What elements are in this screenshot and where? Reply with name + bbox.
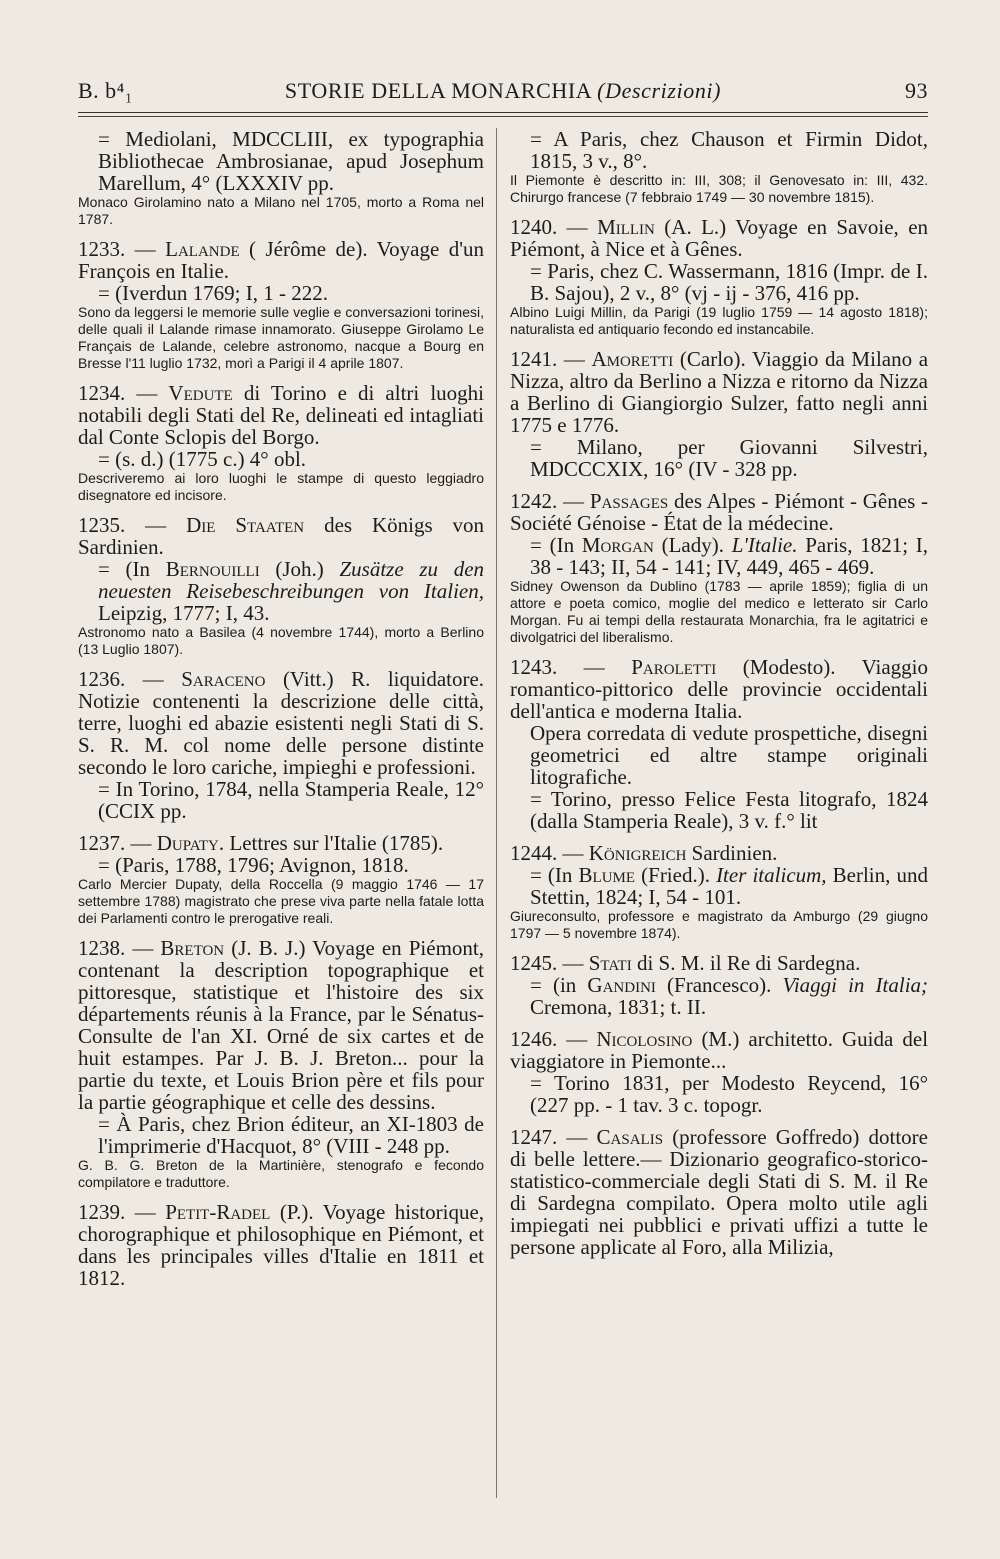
entry-title: (Carlo). Viaggio da Milano a Nizza, altro da Berlino a Nizza e ritorno da Nizza a Berlino di Giangiorgio Sulzer, fatto negli anni 1775 e 1776. [510, 347, 929, 437]
biographical-note: Carlo Mercier Dupaty, della Roccella (9 maggio 1746 — 17 settembre 1788) magistrato che prese viva parte nella fatale lotta dei Parlamenti contro le prerogative reali. [78, 876, 484, 926]
signature-mark: B. b⁴₁ [78, 78, 134, 103]
biographical-note: Monaco Girolamino nato a Milano nel 1705, morto a Roma nel 1787. [78, 194, 484, 227]
entry-title: (M.) architetto. Guida del viaggiatore in Piemonte... [510, 1027, 929, 1073]
imprint: = Torino 1831, per Modesto Reycend, 16° (227 pp. - 1 tav. 3 c. topogr. [530, 1071, 928, 1117]
entry-title: ( Jérôme de). Voyage d'un François en Italie. [78, 237, 484, 283]
biographical-note: Il Piemonte è descritto in: III, 308; il Genovesato in: III, 432. Chirurgo francese (7 febbraio 1749 — 30 novembre 1815). [510, 172, 928, 205]
biographical-note: Sidney Owenson da Dublino (1783 — aprile 1859); figlia di un attore e poeta comico, moglie del medico e letterato sir Carlo Morgan. Fu ai tempi della restaurata Monarchia, fra le agitatrici e divolgatrici del liberalismo. [510, 578, 928, 645]
entry-1232-cont [78, 128, 484, 228]
biographical-note: Sono da leggersi le memorie sulle veglie e conversazioni torinesi, delle quali il Lalande rimase innamorato. Giuseppe Girolamo Le Français de Lalande, celebre astronomo, nacque a Bourg en Bresse l'11 luglio 1732, morì a Parigi il 4 aprile 1807. [78, 304, 484, 371]
entry-1236 [78, 668, 484, 822]
entry-author: Casalis [596, 1125, 664, 1149]
imprint-prefix: = (In [530, 533, 575, 557]
entry-1243 [510, 656, 928, 832]
imprint [510, 974, 928, 1018]
entry-1238 [78, 937, 484, 1191]
entry-1242 [510, 490, 928, 646]
entry-author: Breton [160, 936, 225, 960]
entry-number: 1240. — [510, 215, 588, 239]
entry-1233 [78, 238, 484, 372]
entry-description: Opera corredata di vedute prospettiche, disegni geometrici ed altre stampe originali litografiche. [530, 721, 928, 789]
imprint: = (s. d.) (1775 c.) 4° obl. [98, 447, 307, 471]
entry-number: 1239. — [78, 1200, 156, 1224]
header-rule [78, 112, 928, 113]
entry-title: Sardinien. [691, 841, 778, 865]
left-column [78, 128, 484, 1299]
entry-number: 1238. — [78, 936, 154, 960]
imprint: = (Iverdun 1769; I, 1 - 222. [98, 281, 328, 305]
imprint [510, 864, 928, 908]
entry-author: Saraceno [181, 667, 266, 691]
entry-1247 [510, 1126, 928, 1258]
imprint: = Milano, per Giovanni Silvestri, MDCCCXIX, 16° (IV - 328 pp. [530, 435, 928, 481]
entry-number: 1247. — [510, 1125, 588, 1149]
imprint: = À Paris, chez Brion éditeur, an XI-1803 de l'imprimerie d'Hacquot, 8° (VIII - 248 pp. [98, 1112, 484, 1158]
entry-number: 1237. — [78, 831, 152, 855]
imprint [78, 558, 484, 624]
entry-1239-cont [510, 128, 928, 206]
entry-1237 [78, 832, 484, 927]
imprint: = Torino, presso Felice Festa litografo, 1824 (dalla Stamperia Reale), 3 v. f.° lit [530, 787, 928, 833]
imprint-work: Viaggi in Italia; [782, 973, 929, 997]
imprint-author: Morgan [581, 533, 654, 557]
entry-number: 1243. — [510, 655, 605, 679]
entry-title: di S. M. il Re di Sardegna. [636, 951, 861, 975]
imprint-author-initials: (Lady). [661, 533, 724, 557]
imprint-work: Iter italicum, [716, 863, 827, 887]
biographical-note: Albino Luigi Millin, da Parigi (19 luglio 1759 — 14 agosto 1818); naturalista ed antiquario fecondo ed instancabile. [510, 304, 928, 337]
entry-number: 1234. — [78, 381, 158, 405]
imprint: = In Torino, 1784, nella Stamperia Reale, 12° (CCIX pp. [98, 777, 484, 823]
header-rule-thin [78, 116, 928, 117]
entry-title: . Lettres sur l'Italie (1785). [218, 831, 444, 855]
entry-number: 1236. — [78, 667, 164, 691]
imprint-prefix: = (In [98, 557, 151, 581]
entry-title: (A. L.) Voyage en Savoie, en Piémont, à Nice et à Gênes. [510, 215, 929, 261]
entry-1239 [78, 1201, 484, 1289]
entry-author: Amoretti [591, 347, 674, 371]
entry-1245 [510, 952, 928, 1018]
biographical-note: G. B. G. Breton de la Martinière, stenografo e fecondo compilatore e traduttore. [78, 1157, 484, 1190]
entry-author: Paroletti [631, 655, 717, 679]
entry-1235 [78, 514, 484, 658]
entry-1246 [510, 1028, 928, 1116]
title-sub: (Descrizioni) [597, 78, 722, 103]
entry-author: Passages [589, 489, 669, 513]
entry-author: Königreich [588, 841, 687, 865]
right-column [510, 128, 928, 1268]
title-main: STORIE DELLA MONARCHIA [284, 78, 592, 103]
entry-1241 [510, 348, 928, 480]
imprint-details: Cremona, 1831; t. II. [530, 995, 707, 1019]
entry-author: Petit-Radel [165, 1200, 271, 1224]
imprint-author-initials: (Francesco). [667, 973, 772, 997]
entry-number: 1242. — [510, 489, 585, 513]
entry-number: 1241. — [510, 347, 585, 371]
entry-number: 1235. — [78, 513, 167, 537]
entry-title: des Königs von Sardinien. [78, 513, 485, 559]
entry-1240 [510, 216, 928, 338]
imprint-details: Paris, 1821; I, 38 - 143; II, 54 - 141; IV, 449, 465 - 469. [530, 533, 929, 579]
imprint: = Mediolani, MDCCLIII, ex typographia Bibliothecae Ambrosianae, apud Josephum Marellum, 4° (LXXXIV pp. [98, 127, 484, 195]
imprint-author: Bernouilli [165, 557, 260, 581]
entry-title: (J. B. J.) Voyage en Piémont, contenant la description topographique et pittoresque, statistique et l'histoire des six départements réunis à la France, par le Sénatus-Consulte de l'an XI. Orné de six cartes et de huit estampes. Par J. B. J. Breton... pour la partie du texte, et Louis Brion père et fils pour la partie géographique et celle des dessins. [78, 936, 484, 1114]
biographical-note: Descriveremo ai loro luoghi le stampe di questo leggiadro disegnatore ed incisore. [78, 470, 484, 503]
entry-1234 [78, 382, 484, 504]
entry-author: Nicolosino [596, 1027, 693, 1051]
column-divider [496, 128, 497, 1498]
imprint: = A Paris, chez Chauson et Firmin Didot, 1815, 3 v., 8°. [530, 127, 928, 173]
entry-author: Dupaty [156, 831, 219, 855]
entry-number: 1245. — [510, 951, 584, 975]
entry-author: Vedute [168, 381, 233, 405]
imprint-author-initials: (Fried.). [641, 863, 710, 887]
entry-author: Die Staaten [186, 513, 305, 537]
page-number: 93 [905, 78, 928, 103]
page-title [78, 78, 928, 104]
entry-1244 [510, 842, 928, 942]
entry-title: des Alpes - Piémont - Gênes - Société Génoise - État de la médecine. [510, 489, 929, 535]
entry-number: 1244. — [510, 841, 584, 865]
imprint-prefix: = (in [530, 973, 577, 997]
imprint-details: Berlin, und Stettin, 1824; I, 54 - 101. [530, 863, 928, 909]
biographical-note: Giureconsulto, professore e magistrato da Amburgo (29 giugno 1797 — 5 novembre 1874). [510, 908, 928, 941]
running-header [78, 72, 928, 108]
imprint-author: Blume [578, 863, 636, 887]
biographical-note: Astronomo nato a Basilea (4 novembre 1744), morto a Berlino (13 Luglio 1807). [78, 624, 484, 657]
imprint-details: Leipzig, 1777; I, 43. [98, 601, 270, 625]
entry-title: (P.). Voyage historique, chorographique et philosophique en Piémont, et dans les principales villes d'Italie en 1811 et 1812. [78, 1200, 485, 1290]
imprint-prefix: = (In [530, 863, 573, 887]
imprint: = Paris, chez C. Wassermann, 1816 (Impr. de I. B. Sajou), 2 v., 8° (vj - ij - 376, 416 pp. [530, 259, 928, 305]
imprint-work: Zusätze zu den neuesten Reisebeschreibungen von Italien, [98, 557, 485, 603]
imprint: = (Paris, 1788, 1796; Avignon, 1818. [98, 853, 409, 877]
entry-author: Stati [588, 951, 632, 975]
entry-title: (Vitt.) R. liquidatore. Notizie contenenti la descrizione delle città, terre, luoghi ed abazie esistenti negli Stati di S. S. R. M. col nome delle persone distinte secondo le loro cariche, impieghi e professioni. [78, 667, 485, 779]
entry-title: di Torino e di altri luoghi notabili degli Stati del Re, delineati ed intagliati dal Conte Sclopis del Borgo. [78, 381, 484, 449]
imprint-work: L'Italie. [731, 533, 798, 557]
entry-author: Millin [597, 215, 655, 239]
entry-number: 1233. — [78, 237, 156, 261]
imprint [510, 534, 928, 578]
entry-author: Lalande [165, 237, 240, 261]
entry-number: 1246. — [510, 1027, 588, 1051]
imprint-author-initials: (Joh.) [275, 557, 324, 581]
imprint-author: Gandini [587, 973, 656, 997]
entry-title: (professore Goffredo) dottore di belle lettere.— Dizionario geografico-storico-statistico-commerciale degli Stati di S. M. il Re di Sardegna compilato. Opera molto utile agli impiegati nei pubblici e privati uffizi a tutte le persone applicate al Foro, alla Milizia, [510, 1125, 928, 1259]
entry-title: (Modesto). Viaggio romantico-pittorico delle provincie occidentali dell'antica e moderna Italia. [510, 655, 928, 723]
